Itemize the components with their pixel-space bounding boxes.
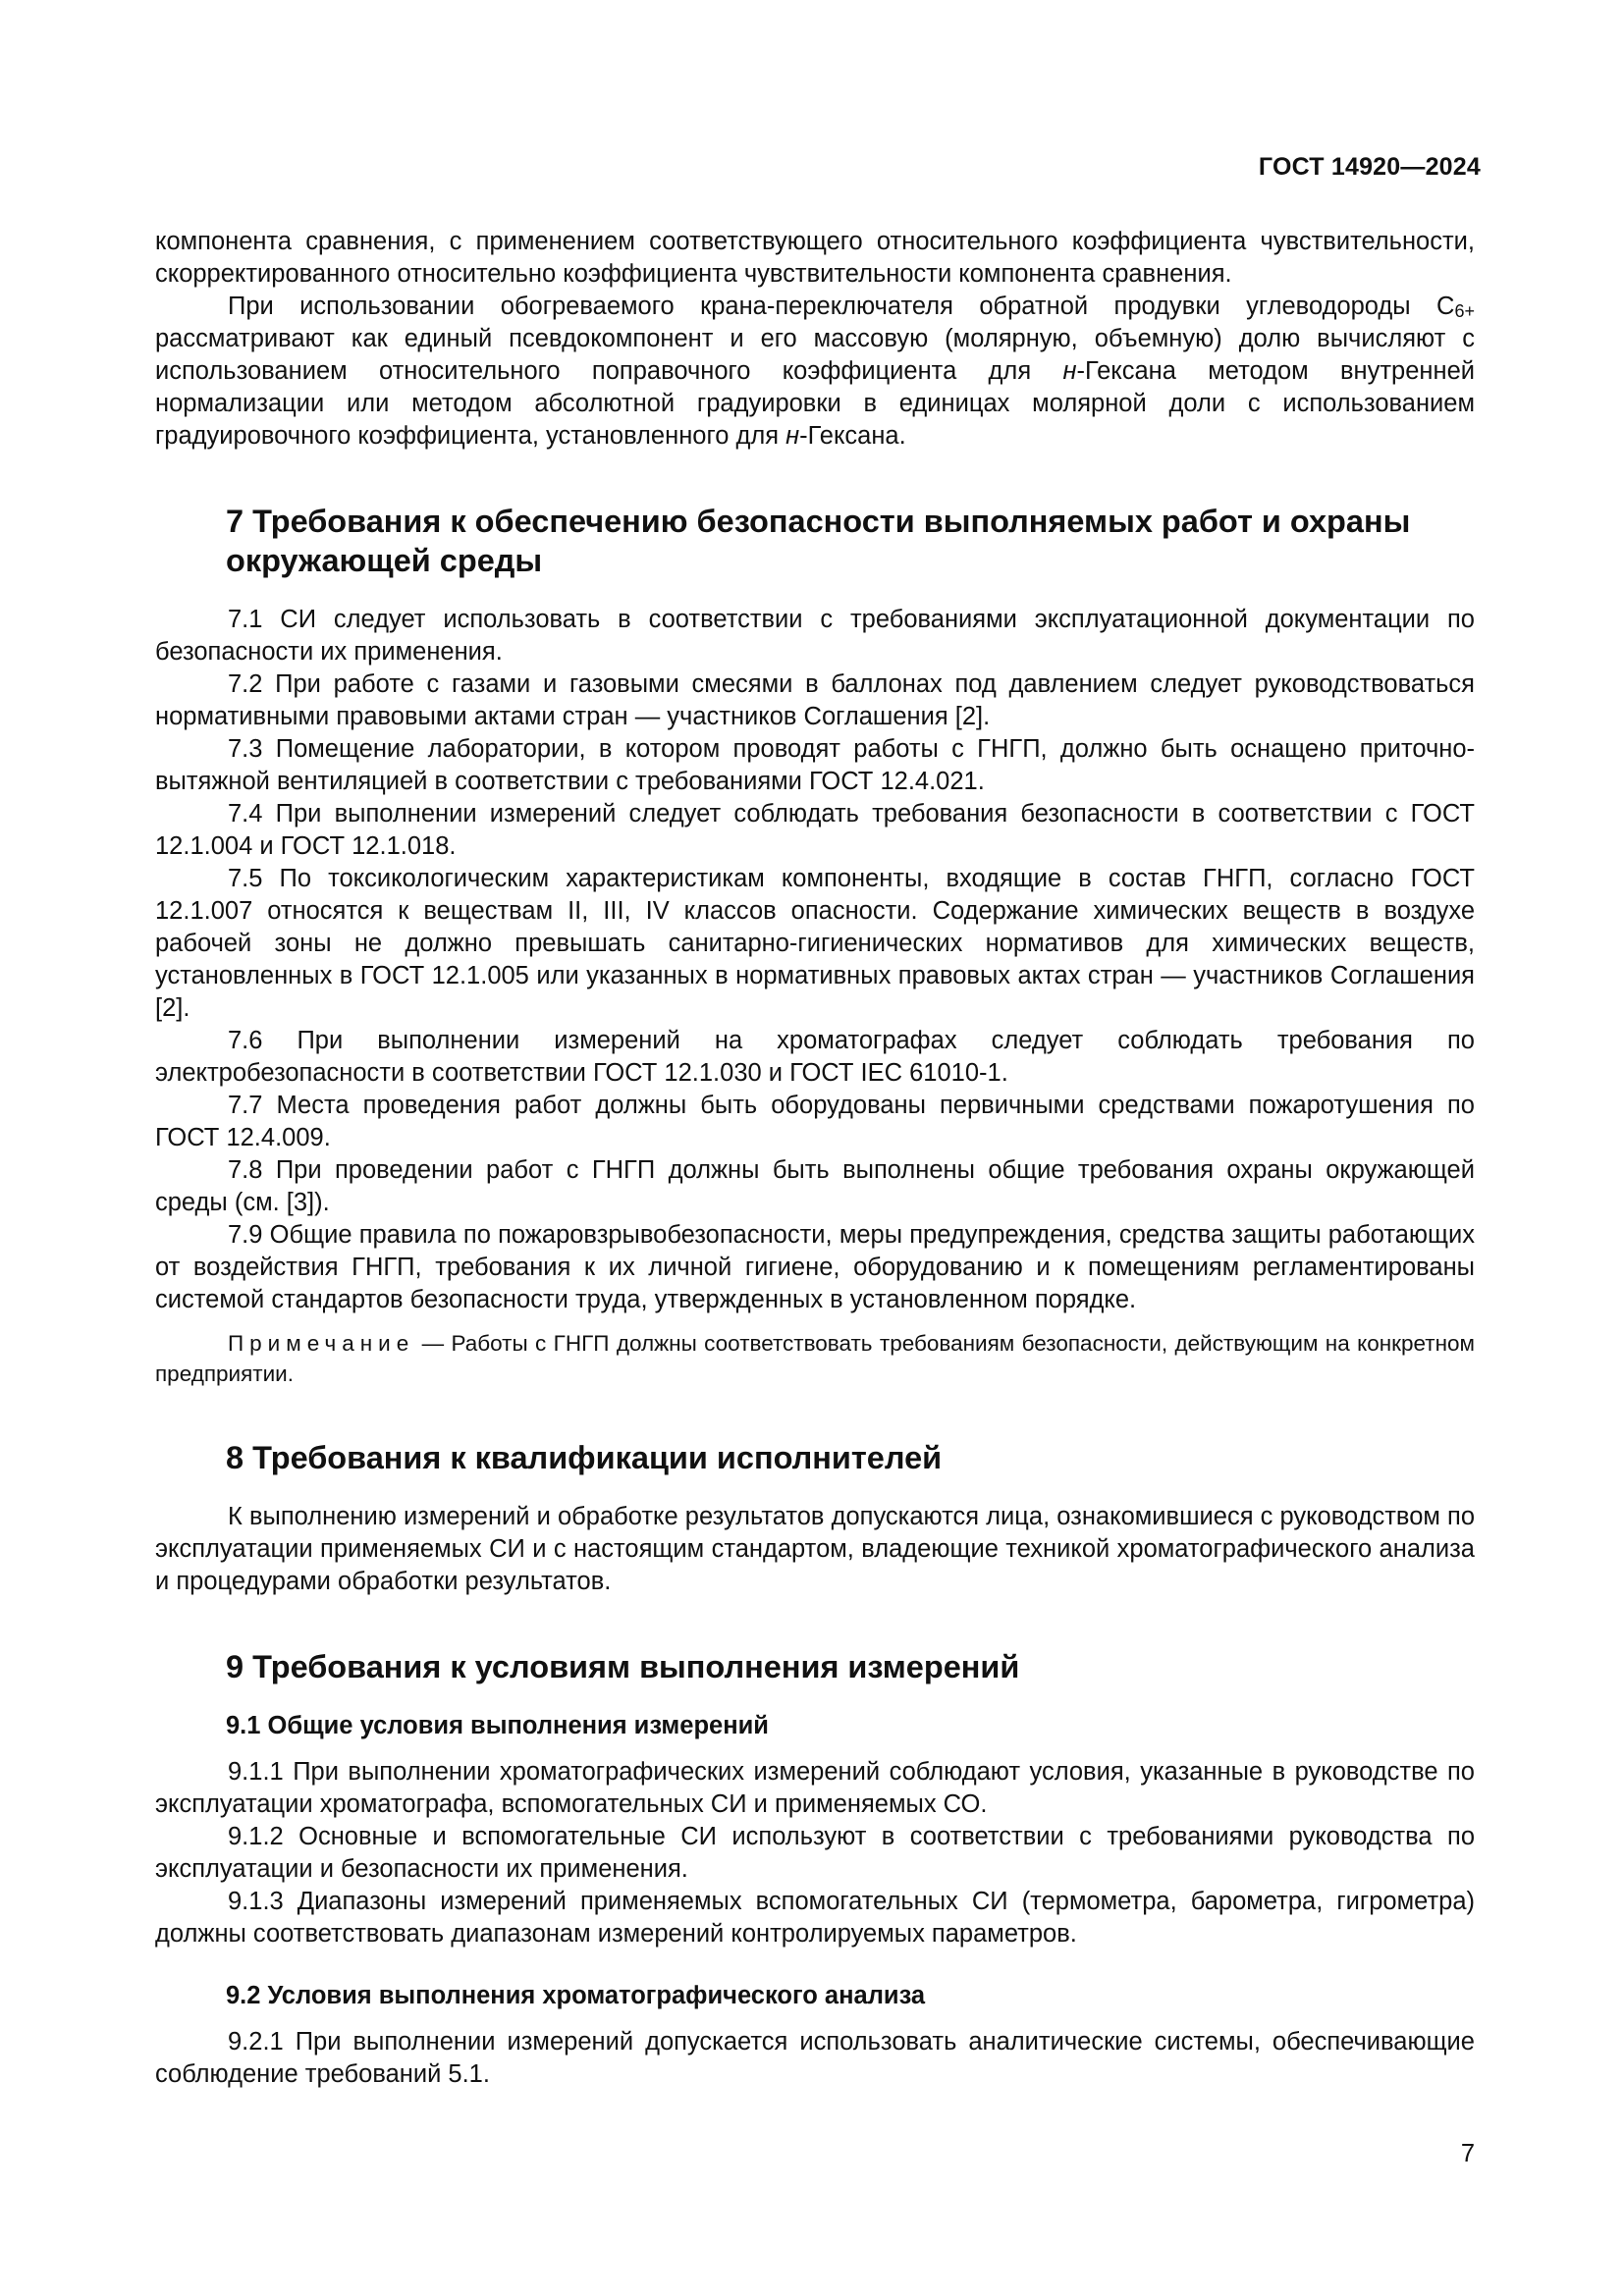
note-label: Примечание — [228, 1331, 415, 1356]
page-content — [155, 226, 1475, 2091]
note-text: — Работы с ГНГП должны соответствовать требованиям безопасности, действующим на конкретном предприятии. — [155, 1331, 1475, 1386]
section-7-paragraph: 7.5 По токсикологическим характеристикам компоненты, входящие в состав ГНГП, согласно ГОСТ 12.1.007 относятся к веществам II, III, IV классов опасности. Содержание химических веществ в воздухе рабочей зоны не должно превышать санитарно-гигиенических нормативов для химических веществ, установленных в ГОСТ 12.1.005 или указанных в нормативных правовых актах стран — участников Соглашения [2]. — [155, 865, 1475, 1022]
subsection-9-2-paragraph: 9.2.1 При выполнении измерений допускается использовать аналитические системы, обеспечивающие соблюдение требований 5.1. — [155, 2028, 1475, 2088]
subsection-9-1-paragraph: 9.1.3 Диапазоны измерений применяемых вспомогательных СИ (термометра, барометра, гигрометра) должны соответствовать диапазонам измерений контролируемых параметров. — [155, 1888, 1475, 1948]
section-7-paragraph: 7.8 При проведении работ с ГНГП должны быть выполнены общие требования охраны окружающей среды (см. [3]). — [155, 1156, 1475, 1216]
section-7-note — [155, 1328, 1475, 1389]
subsection-9-1-paragraph: 9.1.1 При выполнении хроматографических измерений соблюдают условия, указанные в руководстве по эксплуатации хроматографа, вспомогательных СИ и применяемых СО. — [155, 1758, 1475, 1818]
intro-paragraph-1: компонента сравнения, с применением соответствующего относительного коэффициента чувствительности, скорректированного относительно коэффициента чувствительности компонента сравнения. — [155, 228, 1475, 288]
subsection-9-1-heading: 9.1 Общие условия выполнения измерений — [226, 1712, 769, 1739]
section-9-heading: 9 Требования к условиям выполнения измерений — [226, 1649, 1020, 1684]
section-7-paragraph: 7.9 Общие правила по пожаровзрывобезопасности, меры предупреждения, средства защиты работающих от воздействия ГНГП, требования к их личной гигиене, оборудованию и к помещениям регламентированы системой стандартов безопасности труда, утвержденных в установленном порядке. — [155, 1221, 1475, 1313]
section-7-paragraph: 7.3 Помещение лаборатории, в котором проводят работы с ГНГП, должно быть оснащено приточно-вытяжной вентиляцией в соответствии с требованиями ГОСТ 12.4.021. — [155, 735, 1475, 795]
section-8-paragraph: К выполнению измерений и обработке результатов допускаются лица, ознакомившиеся с руководством по эксплуатации применяемых СИ и с настоящим стандартом, владеющие техникой хроматографического анализа и процедурами обработки результатов. — [155, 1503, 1475, 1595]
section-7-paragraph: 7.6 При выполнении измерений на хроматографах следует соблюдать требования по электробезопасности в соответствии ГОСТ 12.1.030 и ГОСТ IEC 61010-1. — [155, 1027, 1475, 1087]
section-7-paragraph: 7.7 Места проведения работ должны быть оборудованы первичными средствами пожаротушения по ГОСТ 12.4.009. — [155, 1092, 1475, 1151]
page-number: 7 — [1460, 2140, 1475, 2167]
subsection-9-2-heading: 9.2 Условия выполнения хроматографического анализа — [226, 1982, 926, 2009]
section-7-paragraph: 7.1 СИ следует использовать в соответствии с требованиями эксплуатационной документации по безопасности их применения. — [155, 606, 1475, 666]
section-8-heading: 8 Требования к квалификации исполнителей — [226, 1440, 943, 1475]
section-7-paragraph: 7.4 При выполнении измерений следует соблюдать требования безопасности в соответствии с ГОСТ 12.1.004 и ГОСТ 12.1.018. — [155, 800, 1475, 860]
section-7-paragraph: 7.2 При работе с газами и газовыми смесями в баллонах под давлением следует руководствоваться нормативными правовыми актами стран — участников Соглашения [2]. — [155, 670, 1475, 730]
section-7-heading: 7 Требования к обеспечению безопасности выполняемых работ и охраны окружающей среды — [226, 504, 1411, 578]
intro-paragraph-2: При использовании обогреваемого крана-переключателя обратной продувки углеводороды $С_{6+}$ рассматривают как единый псевдокомпонент и его массовую (молярную, объемную) долю вычисляют с использованием относительного поправочного коэффициента для н-Гексана методом внутренней нормализации или методом абсолютной градуировки в единицах молярной доли с использованием градуировочного коэффициента, установленного для н-Гексана. — [155, 293, 1475, 450]
subsection-9-1-paragraph: 9.1.2 Основные и вспомогательные СИ используют в соответствии с требованиями руководства по эксплуатации и безопасности их применения. — [155, 1823, 1475, 1883]
document-id-header: ГОСТ 14920—2024 — [1258, 153, 1481, 181]
